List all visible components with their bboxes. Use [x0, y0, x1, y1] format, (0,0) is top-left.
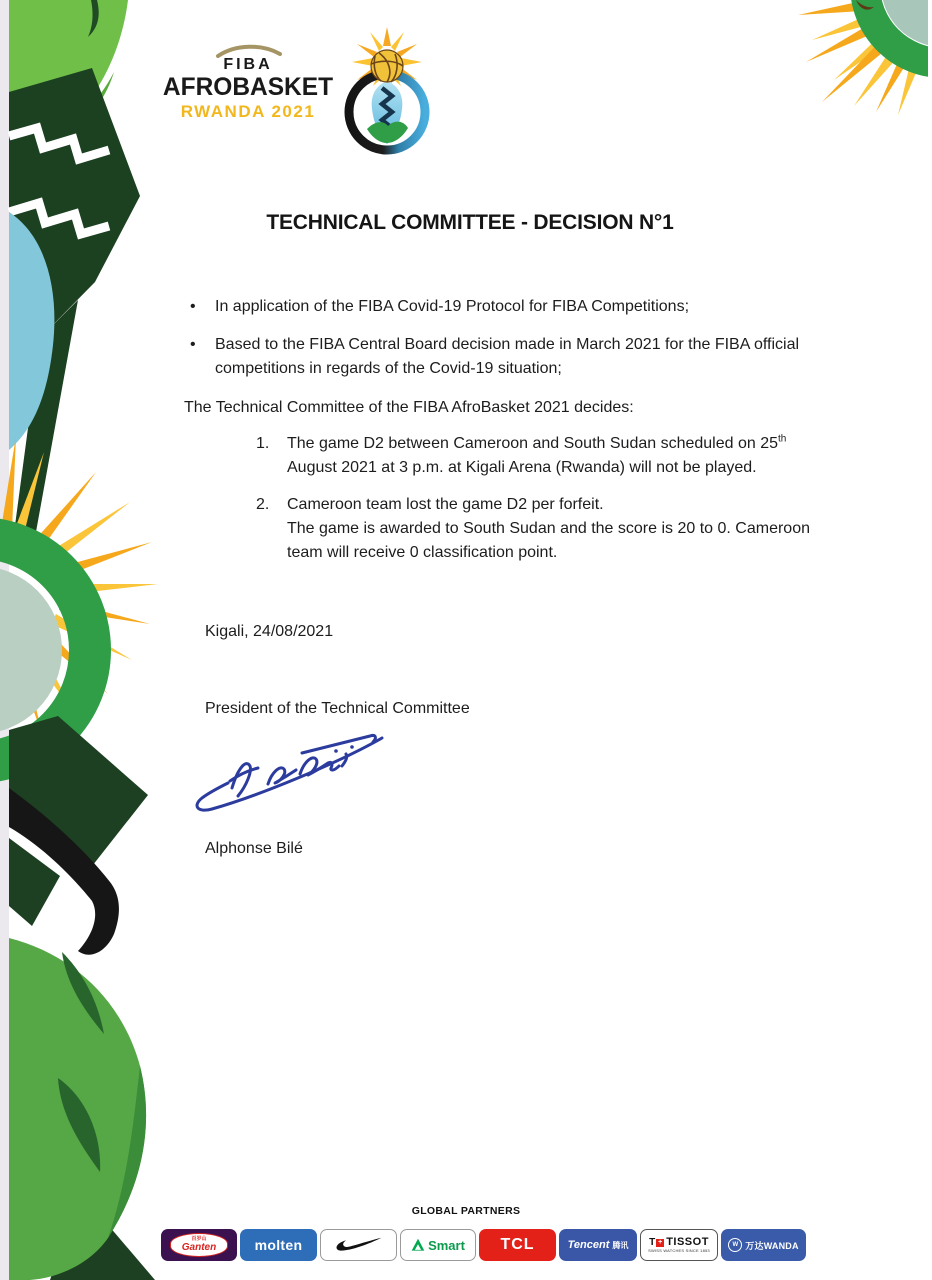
- decision-text: The game is awarded to South Sudan and the score is 20 to 0. Cameroon: [287, 520, 810, 537]
- partners-heading: GLOBAL PARTNERS: [411, 1205, 521, 1217]
- fiba-label: FIBA: [223, 56, 273, 73]
- ganten-oval: [170, 1233, 228, 1257]
- afrobasket-label: AFROBASKET: [162, 73, 334, 101]
- tencent-logo: [559, 1229, 637, 1261]
- smart-logo: [400, 1229, 476, 1261]
- molten-logo: [240, 1229, 317, 1261]
- decision-number: 1.: [256, 435, 270, 452]
- smart-label: Smart: [428, 1237, 465, 1253]
- tissot-prefix: T: [649, 1236, 656, 1248]
- partner-logo-row: [161, 1229, 806, 1261]
- signatory-name: Alphonse Bilé: [205, 840, 303, 857]
- decision-item: [256, 493, 810, 565]
- document-title: TECHNICAL COMMITTEE - DECISION N°1: [266, 211, 674, 234]
- handwritten-signature: [186, 722, 398, 824]
- decision-text: August 2021 at 3 p.m. at Kigali Arena (Rwanda) will not be played.: [287, 459, 757, 476]
- decision-number: 2.: [256, 496, 270, 513]
- bullet-marker: •: [190, 298, 196, 315]
- bullet-text: Based to the FIBA Central Board decision made in March 2021 for the FIBA official: [215, 336, 800, 353]
- nike-swoosh-icon: [335, 1237, 383, 1253]
- bullet-text: competitions in regards of the Covid-19 situation;: [215, 360, 562, 377]
- wanda-emblem-icon: W: [728, 1238, 742, 1252]
- tencent-label: Tencent: [567, 1239, 610, 1251]
- signature-title: President of the Technical Committee: [205, 700, 470, 717]
- wanda-label: 万达WANDA: [745, 1240, 799, 1251]
- decision-list: [256, 432, 810, 578]
- tissot-logo: [640, 1229, 718, 1261]
- tcl-label: TCL: [500, 1236, 535, 1253]
- bullet-text: In application of the FIBA Covid-19 Protocol for FIBA Competitions;: [215, 298, 690, 315]
- afrobasket-trophy-logo: [337, 26, 437, 171]
- molten-label: molten: [254, 1237, 303, 1253]
- left-border-artwork: [0, 0, 165, 1280]
- bullet-item: [186, 295, 799, 319]
- swiss-cross-icon: +: [658, 1239, 663, 1246]
- intro-paragraph: The Technical Committee of the FIBA AfroBasket 2021 decides:: [184, 399, 634, 416]
- decision-text: The game D2 between Cameroon and South Sudan scheduled on 25th: [287, 433, 787, 452]
- dateline: Kigali, 24/08/2021: [205, 623, 334, 640]
- bullet-list: [186, 295, 799, 395]
- decision-text: Cameroon team lost the game D2 per forfeit.: [287, 496, 604, 513]
- wanda-logo: [721, 1229, 806, 1261]
- decision-item: [256, 432, 810, 480]
- basketball-icon: [371, 50, 403, 82]
- corner-sunburst-artwork: [798, 0, 928, 125]
- bullet-item: [186, 333, 799, 381]
- decision-text: team will receive 0 classification point.: [287, 544, 558, 561]
- tencent-chinese-label: 腾讯: [612, 1240, 629, 1250]
- ganten-label: Ganten: [181, 1242, 217, 1253]
- ganten-logo: [161, 1229, 237, 1261]
- event-label: RWANDA 2021: [180, 102, 316, 121]
- ordinal-superscript: th: [778, 433, 787, 445]
- tissot-label: TISSOT: [666, 1236, 709, 1248]
- tcl-logo: [479, 1229, 556, 1261]
- ganten-chinese-label: 百岁山: [191, 1236, 207, 1242]
- smart-triangle-icon: [411, 1238, 425, 1252]
- tissot-tagline: SWISS WATCHES SINCE 1853: [648, 1248, 710, 1253]
- bullet-marker: •: [190, 336, 196, 353]
- nike-logo: [320, 1229, 397, 1261]
- afrobasket-wordmark: [158, 42, 338, 123]
